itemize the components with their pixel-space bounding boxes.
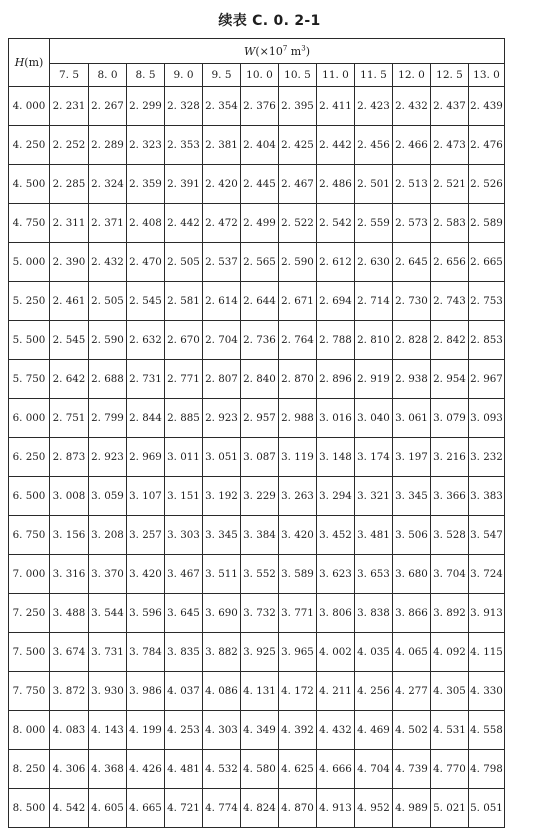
table-body — [9, 87, 505, 828]
table-cell: 2. 466 — [393, 126, 431, 165]
table-cell: 5. 021 — [431, 789, 469, 828]
table-cell: 2. 642 — [50, 360, 89, 399]
table-cell: 3. 303 — [165, 516, 203, 555]
table-cell: 4. 580 — [241, 750, 279, 789]
table-row — [9, 204, 505, 243]
table-cell: 2. 545 — [50, 321, 89, 360]
table-cell: 3. 589 — [279, 555, 317, 594]
table-cell: 4. 739 — [393, 750, 431, 789]
table-cell: 4. 721 — [165, 789, 203, 828]
table-cell: 4. 256 — [355, 672, 393, 711]
table-cell: 2. 751 — [50, 399, 89, 438]
table-cell: 2. 390 — [50, 243, 89, 282]
h-column-header — [9, 39, 50, 87]
table-cell: 3. 925 — [241, 633, 279, 672]
table-cell: 3. 208 — [89, 516, 127, 555]
table-cell: 3. 645 — [165, 594, 203, 633]
table-cell: 3. 192 — [203, 477, 241, 516]
table-cell: 2. 885 — [165, 399, 203, 438]
table-row — [9, 594, 505, 633]
table-cell: 3. 384 — [241, 516, 279, 555]
w-column-header: 10. 0 — [241, 64, 279, 87]
table-cell: 3. 093 — [469, 399, 505, 438]
table-cell: 3. 882 — [203, 633, 241, 672]
h-row-header: 4. 250 — [9, 126, 50, 165]
table-cell: 3. 107 — [127, 477, 165, 516]
table-cell: 4. 502 — [393, 711, 431, 750]
table-row — [9, 282, 505, 321]
table-cell: 2. 988 — [279, 399, 317, 438]
table-cell: 2. 704 — [203, 321, 241, 360]
table-cell: 2. 404 — [241, 126, 279, 165]
w-unit-exponent: 7 — [282, 43, 288, 52]
table-cell: 4. 037 — [165, 672, 203, 711]
table-cell: 2. 353 — [165, 126, 203, 165]
table-cell: 3. 913 — [469, 594, 505, 633]
table-cell: 2. 565 — [241, 243, 279, 282]
table-cell: 2. 437 — [431, 87, 469, 126]
table-row — [9, 243, 505, 282]
w-column-header: 9. 0 — [165, 64, 203, 87]
table-cell: 4. 481 — [165, 750, 203, 789]
table-cell: 4. 065 — [393, 633, 431, 672]
table-cell: 2. 411 — [317, 87, 355, 126]
table-row — [9, 633, 505, 672]
h-row-header: 4. 750 — [9, 204, 50, 243]
table-cell: 3. 229 — [241, 477, 279, 516]
table-cell: 3. 986 — [127, 672, 165, 711]
w-column-header: 11. 5 — [355, 64, 393, 87]
table-cell: 3. 488 — [50, 594, 89, 633]
table-cell: 2. 470 — [127, 243, 165, 282]
table-cell: 2. 432 — [393, 87, 431, 126]
table-cell: 2. 252 — [50, 126, 89, 165]
table-cell: 2. 472 — [203, 204, 241, 243]
table-cell: 4. 305 — [431, 672, 469, 711]
table-cell: 2. 537 — [203, 243, 241, 282]
table-cell: 2. 581 — [165, 282, 203, 321]
table-cell: 2. 644 — [241, 282, 279, 321]
table-cell: 4. 086 — [203, 672, 241, 711]
table-cell: 3. 061 — [393, 399, 431, 438]
table-cell: 3. 731 — [89, 633, 127, 672]
table-cell: 3. 216 — [431, 438, 469, 477]
table-cell: 3. 119 — [279, 438, 317, 477]
h-row-header: 6. 500 — [9, 477, 50, 516]
table-cell: 2. 299 — [127, 87, 165, 126]
table-cell: 2. 391 — [165, 165, 203, 204]
table-cell: 2. 376 — [241, 87, 279, 126]
table-cell: 3. 316 — [50, 555, 89, 594]
table-cell: 3. 420 — [279, 516, 317, 555]
h-row-header: 5. 750 — [9, 360, 50, 399]
table-cell: 3. 528 — [431, 516, 469, 555]
table-cell: 3. 838 — [355, 594, 393, 633]
table-cell: 2. 645 — [393, 243, 431, 282]
table-cell: 2. 442 — [317, 126, 355, 165]
table-cell: 2. 324 — [89, 165, 127, 204]
h-row-header: 5. 250 — [9, 282, 50, 321]
header-row-columns — [9, 64, 505, 87]
table-cell: 3. 965 — [279, 633, 317, 672]
table-cell: 3. 232 — [469, 438, 505, 477]
table-row — [9, 555, 505, 594]
table-cell: 4. 605 — [89, 789, 127, 828]
table-cell: 4. 824 — [241, 789, 279, 828]
table-cell: 2. 954 — [431, 360, 469, 399]
table-cell: 4. 532 — [203, 750, 241, 789]
table-cell: 2. 311 — [50, 204, 89, 243]
table-cell: 2. 957 — [241, 399, 279, 438]
table-cell: 4. 666 — [317, 750, 355, 789]
table-cell: 2. 505 — [89, 282, 127, 321]
table-cell: 2. 473 — [431, 126, 469, 165]
table-cell: 2. 467 — [279, 165, 317, 204]
table-cell: 4. 870 — [279, 789, 317, 828]
h-row-header: 7. 500 — [9, 633, 50, 672]
table-cell: 2. 828 — [393, 321, 431, 360]
table-cell: 2. 499 — [241, 204, 279, 243]
w-column-header: 13. 0 — [469, 64, 505, 87]
table-cell: 2. 486 — [317, 165, 355, 204]
h-unit: (m) — [24, 56, 44, 69]
w-column-header: 12. 0 — [393, 64, 431, 87]
table-cell: 2. 967 — [469, 360, 505, 399]
table-cell: 3. 467 — [165, 555, 203, 594]
table-cell: 4. 330 — [469, 672, 505, 711]
table-cell: 2. 590 — [279, 243, 317, 282]
table-cell: 2. 896 — [317, 360, 355, 399]
table-cell: 5. 051 — [469, 789, 505, 828]
table-cell: 3. 835 — [165, 633, 203, 672]
table-cell: 2. 425 — [279, 126, 317, 165]
table-cell: 2. 542 — [317, 204, 355, 243]
table-cell: 3. 596 — [127, 594, 165, 633]
table-cell: 2. 420 — [203, 165, 241, 204]
table-cell: 2. 923 — [203, 399, 241, 438]
table-cell: 4. 665 — [127, 789, 165, 828]
table-cell: 4. 913 — [317, 789, 355, 828]
table-cell: 4. 625 — [279, 750, 317, 789]
table-row — [9, 438, 505, 477]
table-cell: 2. 423 — [355, 87, 393, 126]
table-cell: 2. 267 — [89, 87, 127, 126]
table-cell: 2. 442 — [165, 204, 203, 243]
table-cell: 3. 174 — [355, 438, 393, 477]
table-cell: 3. 544 — [89, 594, 127, 633]
table-cell: 3. 784 — [127, 633, 165, 672]
table-cell: 3. 151 — [165, 477, 203, 516]
table-cell: 2. 521 — [431, 165, 469, 204]
table-cell: 3. 051 — [203, 438, 241, 477]
h-row-header: 4. 500 — [9, 165, 50, 204]
table-row — [9, 321, 505, 360]
table-row — [9, 399, 505, 438]
table-cell: 2. 853 — [469, 321, 505, 360]
w-column-header: 10. 5 — [279, 64, 317, 87]
table-cell: 3. 079 — [431, 399, 469, 438]
w-column-header: 9. 5 — [203, 64, 241, 87]
h-row-header: 8. 000 — [9, 711, 50, 750]
table-cell: 3. 704 — [431, 555, 469, 594]
table-cell: 4. 426 — [127, 750, 165, 789]
table-cell: 3. 872 — [50, 672, 89, 711]
table-cell: 2. 614 — [203, 282, 241, 321]
table-cell: 3. 321 — [355, 477, 393, 516]
h-row-header: 5. 000 — [9, 243, 50, 282]
w-unit-prefix: (×10 — [255, 44, 283, 58]
table-cell: 4. 770 — [431, 750, 469, 789]
table-cell: 4. 303 — [203, 711, 241, 750]
table-cell: 3. 732 — [241, 594, 279, 633]
table-cell: 4. 542 — [50, 789, 89, 828]
table-cell: 2. 439 — [469, 87, 505, 126]
table-cell: 3. 930 — [89, 672, 127, 711]
table-cell: 3. 345 — [203, 516, 241, 555]
table-row — [9, 516, 505, 555]
table-cell: 4. 131 — [241, 672, 279, 711]
table-cell: 2. 938 — [393, 360, 431, 399]
table-cell: 4. 143 — [89, 711, 127, 750]
table-cell: 2. 670 — [165, 321, 203, 360]
table-cell: 4. 211 — [317, 672, 355, 711]
table-cell: 4. 798 — [469, 750, 505, 789]
table-cell: 4. 432 — [317, 711, 355, 750]
w-column-header: 8. 0 — [89, 64, 127, 87]
table-cell: 2. 354 — [203, 87, 241, 126]
table-cell: 2. 840 — [241, 360, 279, 399]
h-row-header: 8. 500 — [9, 789, 50, 828]
table-cell: 4. 172 — [279, 672, 317, 711]
h-row-header: 4. 000 — [9, 87, 50, 126]
table-cell: 2. 810 — [355, 321, 393, 360]
w-var: W — [244, 44, 256, 58]
table-cell: 2. 730 — [393, 282, 431, 321]
table-cell: 4. 531 — [431, 711, 469, 750]
table-cell: 2. 231 — [50, 87, 89, 126]
w-column-group-header — [50, 39, 505, 64]
table-cell: 3. 263 — [279, 477, 317, 516]
w-unit-exponent2: 3 — [301, 43, 306, 52]
table-cell: 3. 345 — [393, 477, 431, 516]
table-cell: 3. 547 — [469, 516, 505, 555]
table-cell: 3. 087 — [241, 438, 279, 477]
table-cell: 2. 753 — [469, 282, 505, 321]
table-cell: 2. 630 — [355, 243, 393, 282]
h-row-header: 6. 250 — [9, 438, 50, 477]
header-row-top — [9, 39, 505, 64]
table-cell: 3. 366 — [431, 477, 469, 516]
table-cell: 2. 688 — [89, 360, 127, 399]
table-cell: 2. 714 — [355, 282, 393, 321]
table-cell: 2. 381 — [203, 126, 241, 165]
table-row — [9, 711, 505, 750]
h-row-header: 7. 250 — [9, 594, 50, 633]
w-column-header: 7. 5 — [50, 64, 89, 87]
table-cell: 2. 456 — [355, 126, 393, 165]
table-row — [9, 750, 505, 789]
table-cell: 2. 870 — [279, 360, 317, 399]
table-cell: 4. 469 — [355, 711, 393, 750]
table-cell: 2. 694 — [317, 282, 355, 321]
table-cell: 3. 806 — [317, 594, 355, 633]
table-cell: 2. 612 — [317, 243, 355, 282]
table-cell: 4. 115 — [469, 633, 505, 672]
table-cell: 2. 522 — [279, 204, 317, 243]
table-cell: 2. 788 — [317, 321, 355, 360]
table-cell: 3. 008 — [50, 477, 89, 516]
table-cell: 2. 923 — [89, 438, 127, 477]
w-column-header: 8. 5 — [127, 64, 165, 87]
table-cell: 3. 452 — [317, 516, 355, 555]
table-cell: 2. 632 — [127, 321, 165, 360]
table-cell: 2. 476 — [469, 126, 505, 165]
table-cell: 3. 506 — [393, 516, 431, 555]
w-unit-suffix: ) — [305, 44, 310, 58]
table-cell: 3. 156 — [50, 516, 89, 555]
table-cell: 3. 040 — [355, 399, 393, 438]
table-cell: 4. 277 — [393, 672, 431, 711]
table-cell: 3. 257 — [127, 516, 165, 555]
table-cell: 2. 545 — [127, 282, 165, 321]
table-cell: 3. 148 — [317, 438, 355, 477]
table-cell: 2. 736 — [241, 321, 279, 360]
table-cell: 3. 724 — [469, 555, 505, 594]
table-cell: 3. 690 — [203, 594, 241, 633]
table-row — [9, 789, 505, 828]
table-cell: 4. 306 — [50, 750, 89, 789]
table-title: 续表 C. 0. 2-1 — [218, 13, 321, 29]
table-cell: 2. 764 — [279, 321, 317, 360]
h-row-header: 7. 750 — [9, 672, 50, 711]
table-cell: 4. 952 — [355, 789, 393, 828]
h-row-header: 7. 000 — [9, 555, 50, 594]
table-cell: 2. 359 — [127, 165, 165, 204]
table-cell: 2. 665 — [469, 243, 505, 282]
table-cell: 2. 285 — [50, 165, 89, 204]
table-cell: 2. 919 — [355, 360, 393, 399]
table-cell: 3. 011 — [165, 438, 203, 477]
table-cell: 2. 573 — [393, 204, 431, 243]
table-cell: 3. 680 — [393, 555, 431, 594]
table-cell: 2. 771 — [165, 360, 203, 399]
w-column-header: 11. 0 — [317, 64, 355, 87]
table-cell: 3. 511 — [203, 555, 241, 594]
table-cell: 4. 092 — [431, 633, 469, 672]
table-cell: 3. 294 — [317, 477, 355, 516]
table-cell: 3. 481 — [355, 516, 393, 555]
table-cell: 4. 989 — [393, 789, 431, 828]
table-row — [9, 126, 505, 165]
table-cell: 4. 035 — [355, 633, 393, 672]
table-cell: 2. 799 — [89, 399, 127, 438]
table-cell: 3. 059 — [89, 477, 127, 516]
table-cell: 2. 590 — [89, 321, 127, 360]
table-cell: 3. 197 — [393, 438, 431, 477]
table-cell: 3. 383 — [469, 477, 505, 516]
table-cell: 2. 656 — [431, 243, 469, 282]
table-cell: 3. 552 — [241, 555, 279, 594]
table-cell: 2. 323 — [127, 126, 165, 165]
table-cell: 4. 392 — [279, 711, 317, 750]
table-cell: 4. 349 — [241, 711, 279, 750]
table-cell: 2. 559 — [355, 204, 393, 243]
table-cell: 4. 083 — [50, 711, 89, 750]
table-cell: 3. 370 — [89, 555, 127, 594]
table-cell: 4. 558 — [469, 711, 505, 750]
table-cell: 2. 526 — [469, 165, 505, 204]
table-cell: 3. 674 — [50, 633, 89, 672]
table-cell: 4. 368 — [89, 750, 127, 789]
table-cell: 2. 505 — [165, 243, 203, 282]
table-cell: 2. 445 — [241, 165, 279, 204]
table-row — [9, 672, 505, 711]
table-cell: 2. 395 — [279, 87, 317, 126]
table-cell: 4. 774 — [203, 789, 241, 828]
table-cell: 2. 513 — [393, 165, 431, 204]
table-cell: 3. 866 — [393, 594, 431, 633]
table-cell: 2. 731 — [127, 360, 165, 399]
h-row-header: 5. 500 — [9, 321, 50, 360]
table-cell: 2. 671 — [279, 282, 317, 321]
table-cell: 4. 002 — [317, 633, 355, 672]
table-cell: 2. 842 — [431, 321, 469, 360]
table-row — [9, 477, 505, 516]
table-cell: 3. 653 — [355, 555, 393, 594]
table-cell: 2. 501 — [355, 165, 393, 204]
table-cell: 2. 583 — [431, 204, 469, 243]
table-cell: 2. 969 — [127, 438, 165, 477]
table-cell: 3. 420 — [127, 555, 165, 594]
table-cell: 3. 623 — [317, 555, 355, 594]
w-column-header: 12. 5 — [431, 64, 469, 87]
data-table — [8, 38, 505, 828]
table-cell: 2. 408 — [127, 204, 165, 243]
table-cell: 2. 432 — [89, 243, 127, 282]
table-cell: 4. 253 — [165, 711, 203, 750]
h-row-header: 8. 250 — [9, 750, 50, 789]
table-row — [9, 87, 505, 126]
table-cell: 3. 016 — [317, 399, 355, 438]
table-cell: 2. 844 — [127, 399, 165, 438]
table-cell: 2. 807 — [203, 360, 241, 399]
table-cell: 2. 589 — [469, 204, 505, 243]
table-row — [9, 165, 505, 204]
h-row-header: 6. 750 — [9, 516, 50, 555]
table-cell: 2. 873 — [50, 438, 89, 477]
table-cell: 2. 461 — [50, 282, 89, 321]
table-cell: 3. 892 — [431, 594, 469, 633]
table-cell: 4. 704 — [355, 750, 393, 789]
table-cell: 2. 328 — [165, 87, 203, 126]
h-row-header: 6. 000 — [9, 399, 50, 438]
h-var: H — [14, 56, 25, 69]
table-cell: 4. 199 — [127, 711, 165, 750]
table-cell: 2. 289 — [89, 126, 127, 165]
table-cell: 2. 371 — [89, 204, 127, 243]
table-cell: 2. 743 — [431, 282, 469, 321]
table-cell: 3. 771 — [279, 594, 317, 633]
w-unit-mid: m — [287, 44, 302, 58]
table-row — [9, 360, 505, 399]
